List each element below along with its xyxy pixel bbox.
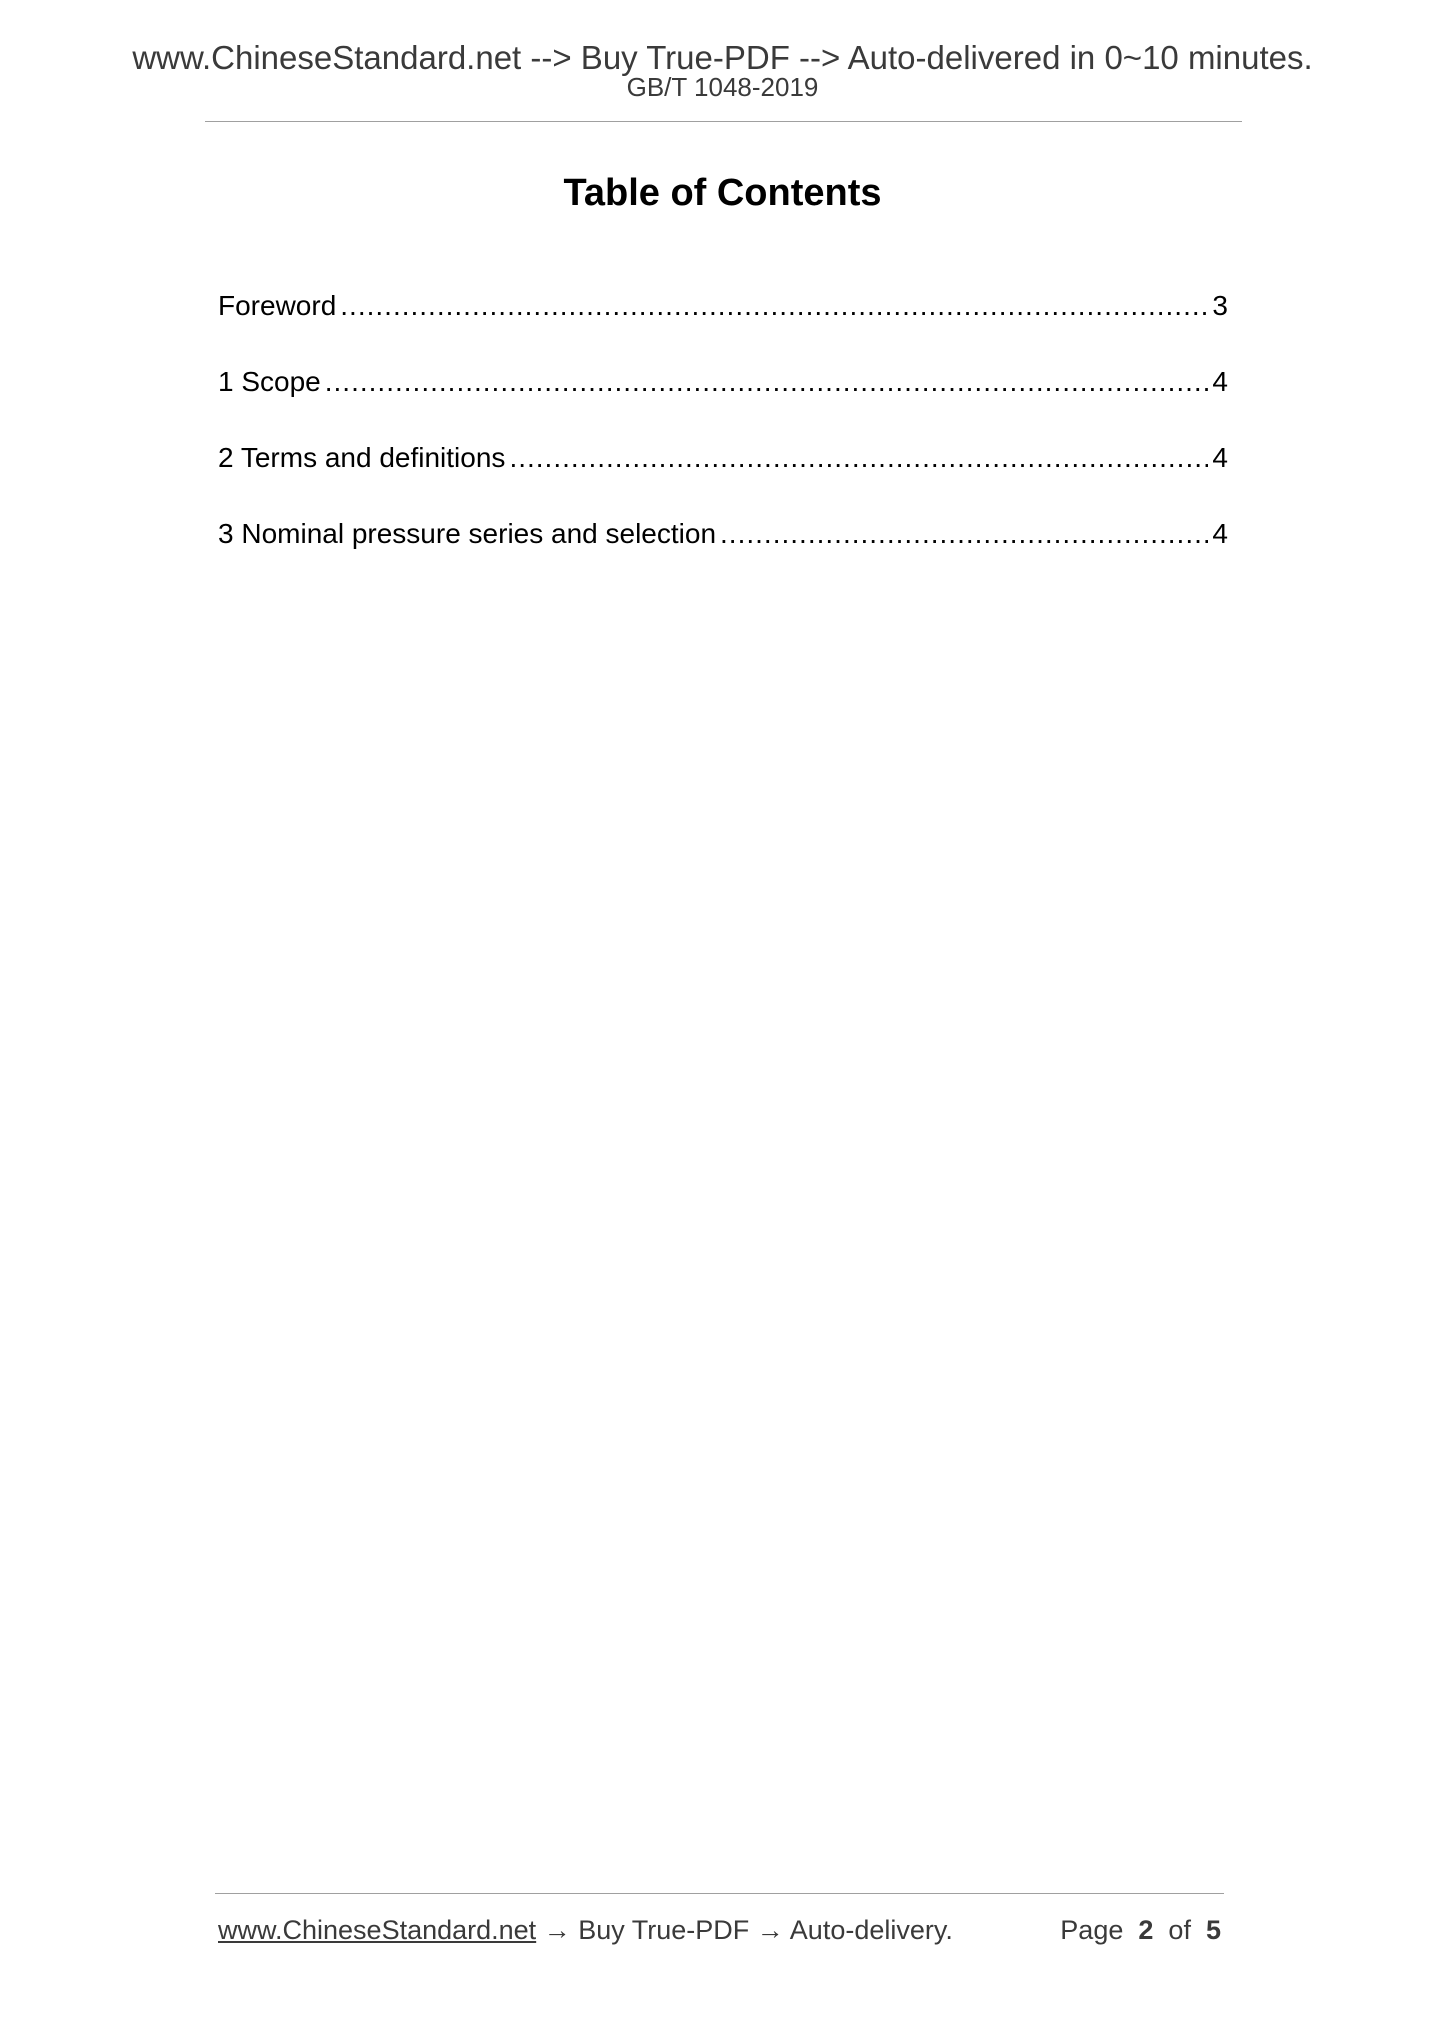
footer-promo (218, 1912, 953, 1948)
toc-dot-leader (325, 362, 1209, 402)
toc-entry-scope[interactable] (218, 362, 1228, 438)
toc-entry-nominal-pressure-series[interactable] (218, 514, 1228, 590)
header-banner: www.ChineseStandard.net --> Buy True-PDF --> Auto-delivered in 0~10 minutes. (132, 39, 1313, 76)
arrow-right-icon: → (543, 1915, 571, 1945)
toc-entry-label: 3 Nominal pressure series and selection (218, 518, 717, 549)
toc-entry-label: 1 Scope (218, 366, 321, 397)
page-of-label: of (1168, 1915, 1191, 1945)
toc-entry-page: 4 (1212, 442, 1228, 473)
footer-delivery-text: Auto-delivery. (789, 1915, 953, 1945)
toc-entry-label: Foreword (218, 290, 337, 321)
toc-entry-page: 4 (1212, 366, 1228, 397)
page-number (1060, 1912, 1221, 1948)
toc-entry-page: 3 (1212, 290, 1228, 321)
toc-dot-leader (720, 514, 1208, 554)
footer-divider (215, 1893, 1224, 1894)
toc-dot-leader (509, 438, 1208, 478)
arrow-right-icon: → (756, 1915, 784, 1945)
toc-entry-page: 4 (1212, 518, 1228, 549)
table-of-contents (218, 286, 1228, 590)
page-label: Page (1060, 1915, 1124, 1945)
page-title: Table of Contents (563, 172, 882, 214)
toc-entry-label: 2 Terms and definitions (218, 442, 506, 473)
page-current: 2 (1138, 1915, 1154, 1945)
toc-dot-leader (340, 286, 1208, 326)
header-divider (205, 121, 1242, 122)
toc-entry-foreword[interactable] (218, 286, 1228, 362)
document-code: GB/T 1048-2019 (626, 72, 819, 102)
page-total: 5 (1205, 1915, 1221, 1945)
footer-buy-text: Buy True-PDF (578, 1915, 750, 1945)
footer-site-link[interactable]: www.ChineseStandard.net (218, 1915, 537, 1945)
toc-entry-terms-and-definitions[interactable] (218, 438, 1228, 514)
